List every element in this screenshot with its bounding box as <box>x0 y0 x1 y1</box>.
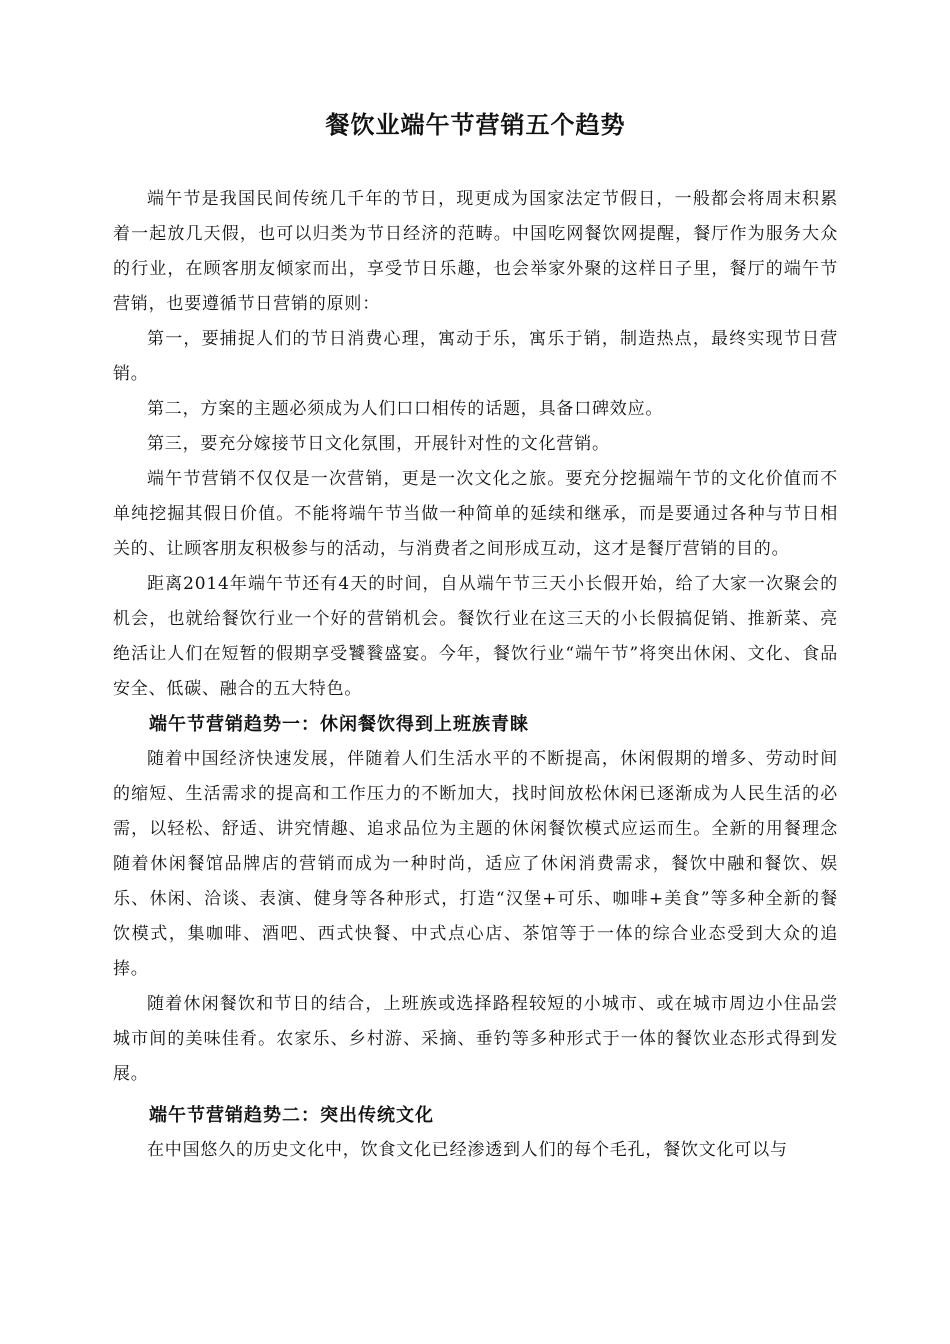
trend-one-followup-paragraph: 随着休闲餐饮和节日的结合，上班族或选择路程较短的小城市、或在城市周边小住品尝城市间的美味佳肴。农家乐、乡村游、采摘、垂钓等多种形式于一体的餐饮业态形式得到发展。 <box>113 994 838 1084</box>
trend-one-heading: 端午节营销趋势一：休闲餐饮得到上班族青睐 <box>149 714 529 735</box>
principle-two-paragraph: 第二，方案的主题必须成为人们口口相传的话题，具备口碑效应。 <box>147 399 664 419</box>
holiday-opportunity-paragraph: 距离2014年端午节还有4天的时间，自从端午节三天小长假开始，给了大家一次聚会的机会，也就给餐饮行业一个好的营销机会。餐饮行业在这三天的小长假搞促销、推新菜、亮绝活让人们在短暂的假期享受饕餮盛宴。今年，餐饮行业“端午节”将突出休闲、文化、食品安全、低碳、融合的五大特色。 <box>113 574 838 699</box>
document-title: 餐饮业端午节营销五个趋势 <box>325 110 626 139</box>
trend-two-paragraph: 在中国悠久的历史文化中，饮食文化已经渗透到人们的每个毛孔，餐饮文化可以与 <box>147 1140 788 1160</box>
principle-one-paragraph: 第一，要捕捉人们的节日消费心理，寓动于乐，寓乐于销，制造热点，最终实现节日营销。 <box>113 329 838 384</box>
trend-one-paragraph: 随着中国经济快速发展，伴随着人们生活水平的不断提高，休闲假期的增多、劳动时间的缩短、生活需求的提高和工作压力的不断加大，找时间放松休闲已逐渐成为人民生活的必需，以轻松、舒适、讲究情趣、追求品位为主题的休闲餐饮模式应运而生。全新的用餐理念随着休闲餐馆品牌店的营销而成为一种时尚，适应了休闲消费需求，餐饮中融和餐饮、娱乐、休闲、洽谈、表演、健身等各种形式，打造“汉堡+可乐、咖啡+美食”等多种全新的餐饮模式，集咖啡、酒吧、西式快餐、中式点心店、茶馆等于一体的综合业态受到大众的追捧。 <box>113 749 838 979</box>
document-body <box>113 182 838 1168</box>
principle-three-paragraph: 第三，要充分嫁接节日文化氛围，开展针对性的文化营销。 <box>147 434 610 454</box>
intro-paragraph: 端午节是我国民间传统几千年的节日，现更成为国家法定节假日，一般都会将周末积累着一起放几天假，也可以归类为节日经济的范畴。中国吃网餐饮网提醒，餐厅作为服务大众的行业，在顾客朋友倾家而出，享受节日乐趣，也会举家外聚的这样日子里，餐厅的端午节营销，也要遵循节日营销的原则： <box>113 189 838 314</box>
trend-two-heading: 端午节营销趋势二：突出传统文化 <box>149 1105 434 1126</box>
culture-journey-paragraph: 端午节营销不仅仅是一次营销，更是一次文化之旅。要充分挖掘端午节的文化价值而不单纯挖掘其假日价值。不能将端午节当做一种简单的延续和继承，而是要通过各种与节日相关的、让顾客朋友积极参与的活动，与消费者之间形成互动，这才是餐厅营销的目的。 <box>113 469 838 559</box>
document-page <box>113 0 838 1168</box>
